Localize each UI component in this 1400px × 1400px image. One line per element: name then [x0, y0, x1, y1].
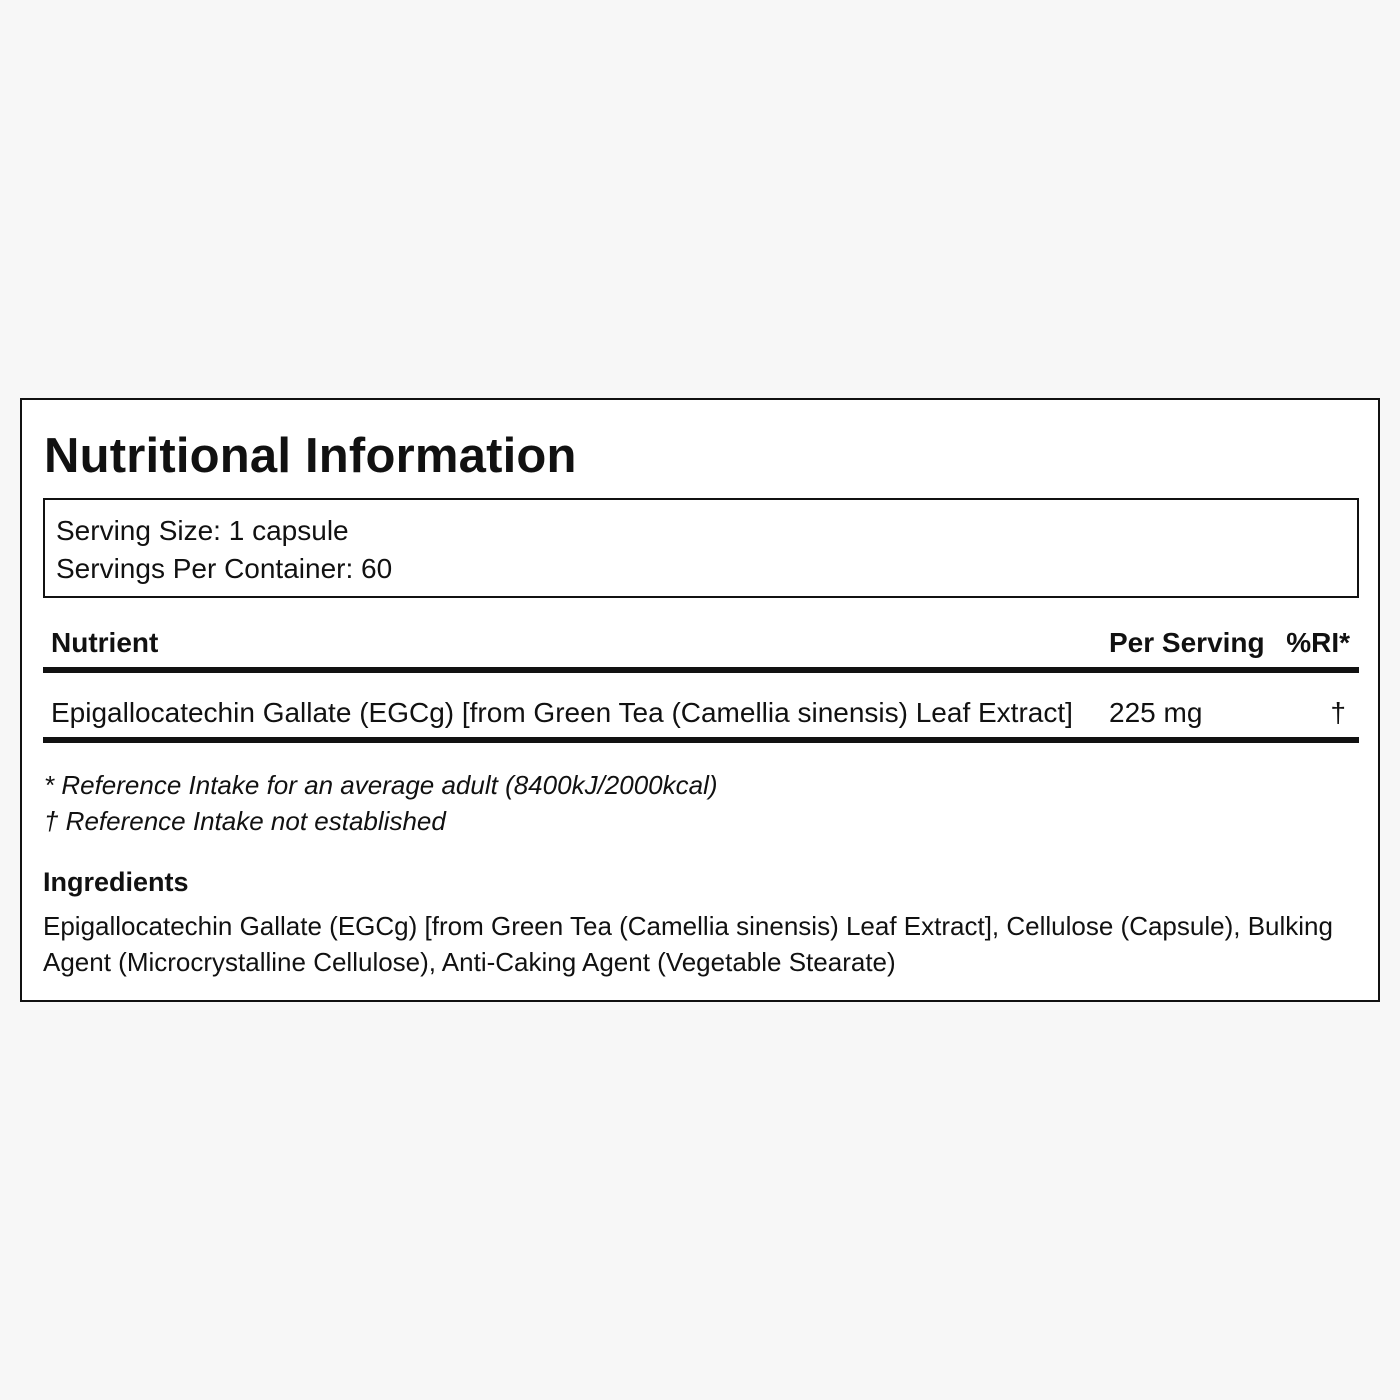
ingredients-text: Epigallocatechin Gallate (EGCg) [from Green Tea (Camellia sinensis) Leaf Extract], Cellulose (Capsule), Bulking Agent (Microcrystalline Cellulose), Anti-Caking Agent (Vegetable Stearate) [43, 911, 1333, 977]
row-nutrient-name: Epigallocatechin Gallate (EGCg) [from Green Tea (Camellia sinensis) Leaf Extract] [51, 697, 1073, 728]
header-per-serving: Per Serving [1109, 627, 1265, 658]
ingredients-heading: Ingredients [43, 867, 189, 897]
footnote-reference-intake: * Reference Intake for an average adult (8400kJ/2000kcal) [44, 770, 718, 800]
nutrition-label-panel [20, 398, 1380, 1002]
table-divider-bottom [43, 737, 1359, 743]
table-divider-top [43, 667, 1359, 673]
serving-size: Serving Size: 1 capsule [56, 515, 349, 546]
row-ri: † [1330, 697, 1346, 728]
header-nutrient: Nutrient [51, 627, 159, 658]
label-title: Nutritional Information [44, 429, 577, 483]
footnote-not-established: † Reference Intake not established [44, 806, 446, 836]
serving-info-box [43, 498, 1359, 598]
row-amount: 225 mg [1109, 697, 1203, 728]
header-ri: %RI* [1286, 627, 1350, 658]
servings-per-container: Servings Per Container: 60 [56, 553, 393, 584]
